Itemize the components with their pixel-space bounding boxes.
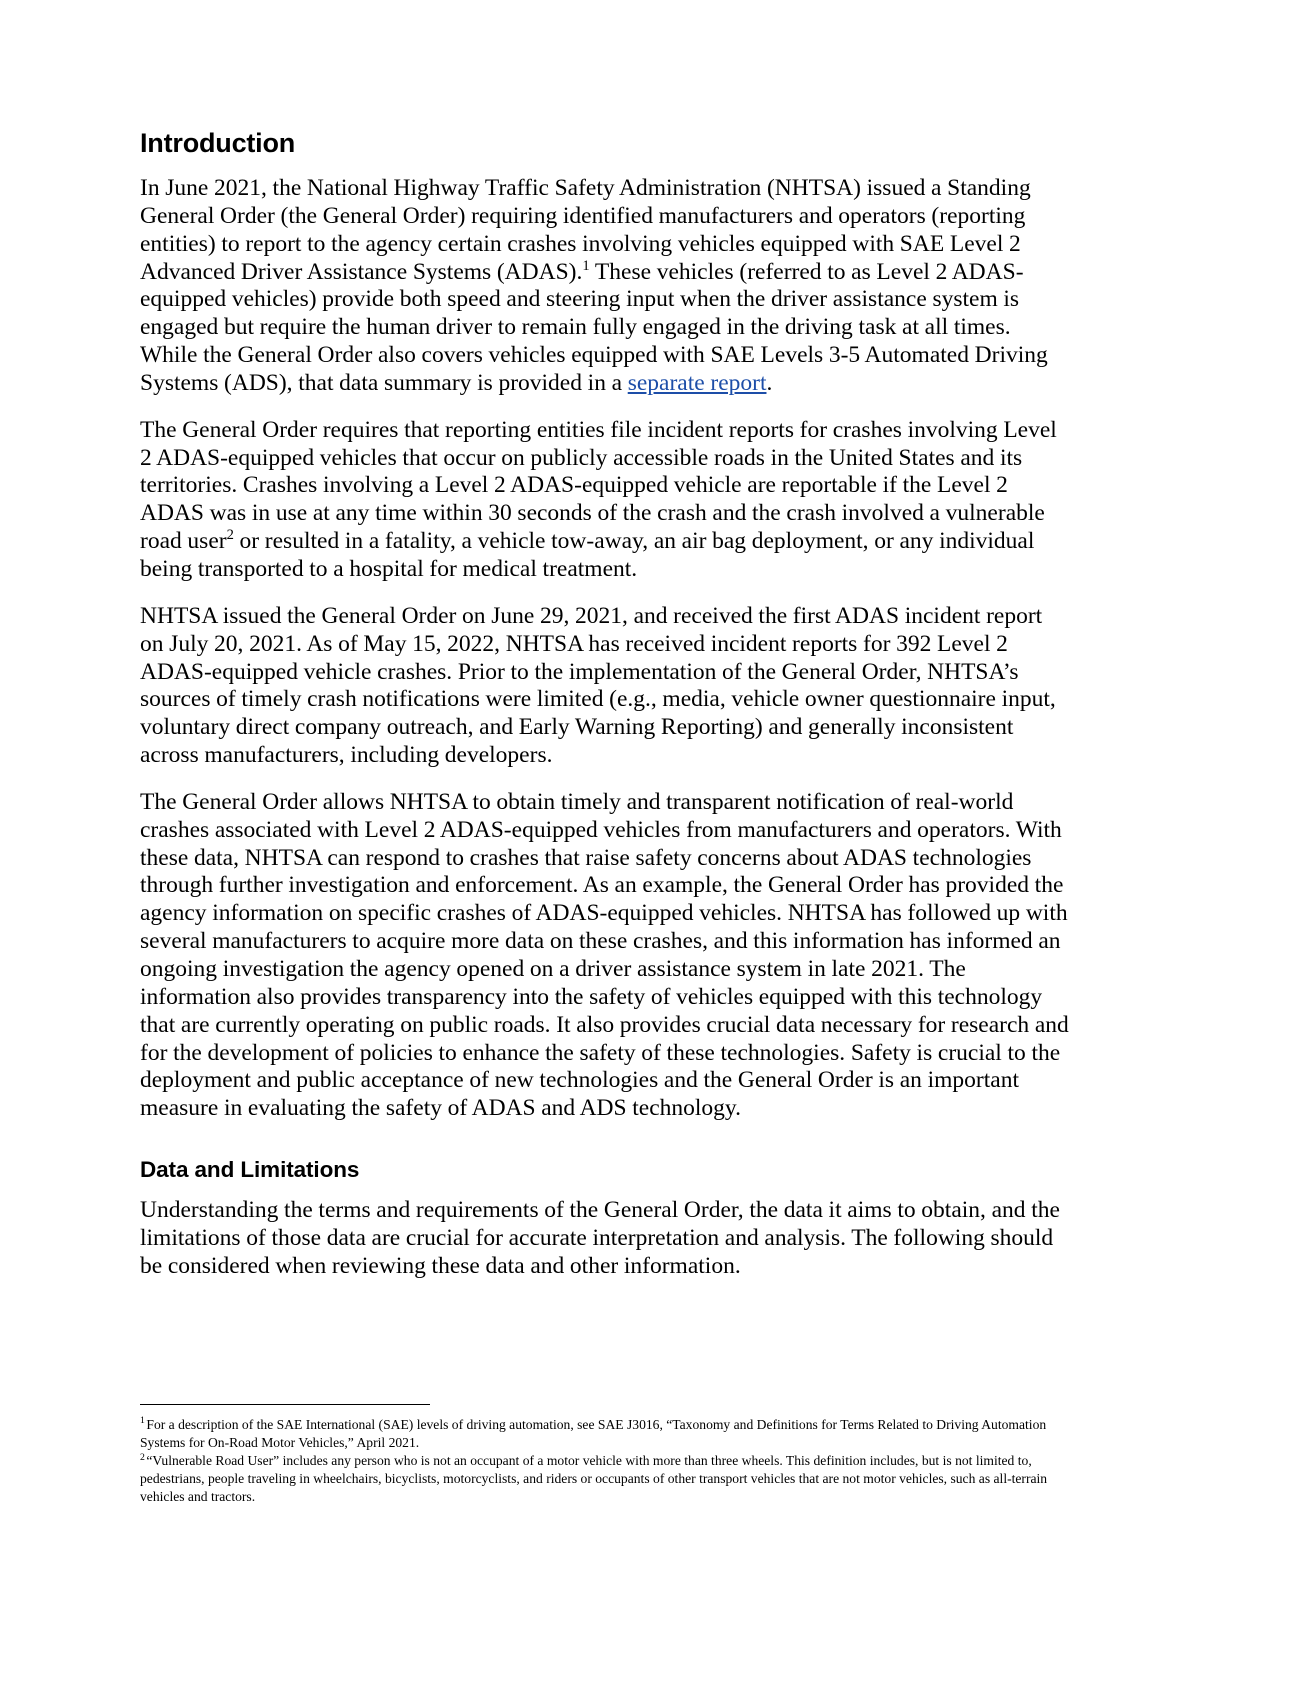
paragraph-intro-1	[140, 175, 1070, 398]
footnote-ref-2[interactable]: 2	[226, 527, 234, 544]
footnote-text: For a description of the SAE International (SAE) levels of driving automation, see SAE J3016, “Taxonomy and Definitions for Terms Related to Driving Automation Systems for On-Road Motor Vehicles,” April 2021.	[140, 1417, 1047, 1450]
section-heading-data-and-limitations: Data and Limitations	[140, 1157, 360, 1183]
footnote-item	[140, 1452, 1070, 1505]
paragraph-text: The General Order allows NHTSA to obtain timely and transparent notification of real-world crashes associated with Level 2 ADAS-equipped vehicles from manufacturers and operators. With these data, NHTSA can respond to crashes that raise safety concerns about ADAS technologies through further investigation and enforcement. As an example, the General Order has provided the agency information on specific crashes of ADAS-equipped vehicles. NHTSA has followed up with several manufacturers to acquire more data on these crashes, and this information has informed an ongoing investigation the agency opened on a driver assistance system in late 2021. The information also provides transparency into the safety of vehicles equipped with this technology that are currently operating on public roads. It also provides crucial data necessary for research and for the development of policies to enhance the safety of these technologies. Safety is crucial to the deployment and public acceptance of new technologies and the General Order is an important measure in evaluating the safety of ADAS and ADS technology.	[140, 788, 1069, 1122]
paragraph-intro-4	[140, 789, 1070, 1123]
footnote-number: 2	[140, 1451, 145, 1463]
paragraph-intro-2	[140, 417, 1070, 584]
footnote-item	[140, 1416, 1070, 1451]
paragraph-text: .	[766, 369, 773, 396]
footnote-separator-rule	[140, 1404, 430, 1405]
paragraph-text: In June 2021, the National Highway Traffic Safety Administration (NHTSA) issued a Standing General Order (the General Order) requiring identified manufacturers and operators (reporting entities) to report to the agency certain crashes involving vehicles equipped with SAE Level 2 Advanced Driver Assistance Systems (ADAS).	[140, 175, 1031, 285]
paragraph-intro-3	[140, 603, 1070, 770]
footnote-text: “Vulnerable Road User” includes any person who is not an occupant of a motor vehicle with more than three wheels. This definition includes, but is not limited to, pedestrians, people traveling in wheelchairs, bicyclists, motorcyclists, and riders or occupants of other transport vehicles that are not motor vehicles, such as all-terrain vehicles and tractors.	[140, 1453, 1048, 1504]
footnote-area	[140, 1404, 1070, 1505]
footnote-number: 1	[140, 1415, 145, 1427]
paragraph-text: These vehicles (referred to as Level 2 ADAS-equipped vehicles) provide both speed and steering input when the driver assistance system is engaged but require the human driver to remain fully engaged in the driving task at all times. While the General Order also covers vehicles equipped with SAE Levels 3-5 Automated Driving Systems (ADS), that data summary is provided in a	[140, 258, 1048, 396]
separate-report-link[interactable]: separate report	[627, 369, 767, 396]
page-title: Introduction	[140, 128, 296, 158]
paragraph-text: NHTSA issued the General Order on June 29, 2021, and received the first ADAS incident report on July 20, 2021. As of May 15, 2022, NHTSA has received incident reports for 392 Level 2 ADAS-equipped vehicle crashes. Prior to the implementation of the General Order, NHTSA’s sources of timely crash notifications were limited (e.g., media, vehicle owner questionnaire input, voluntary direct company outreach, and Early Warning Reporting) and generally inconsistent across manufacturers, including developers.	[140, 602, 1056, 769]
paragraph-text: The General Order requires that reporting entities file incident reports for crashes involving Level 2 ADAS-equipped vehicles that occur on publicly accessible roads in the United States and its territories. Crashes involving a Level 2 ADAS-equipped vehicle are reportable if the Level 2 ADAS was in use at any time within 30 seconds of the crash and the crash involved a vulnerable road user	[140, 416, 1057, 555]
page-content	[140, 128, 1070, 1299]
paragraph-data-1	[140, 1197, 1070, 1281]
paragraph-text: or resulted in a fatality, a vehicle tow-away, an air bag deployment, or any individual being transported to a hospital for medical treatment.	[140, 528, 1035, 583]
paragraph-text: Understanding the terms and requirements of the General Order, the data it aims to obtain, and the limitations of those data are crucial for accurate interpretation and analysis. The following should be considered when reviewing these data and other information.	[140, 1196, 1060, 1279]
footnote-ref-1[interactable]: 1	[582, 257, 590, 274]
